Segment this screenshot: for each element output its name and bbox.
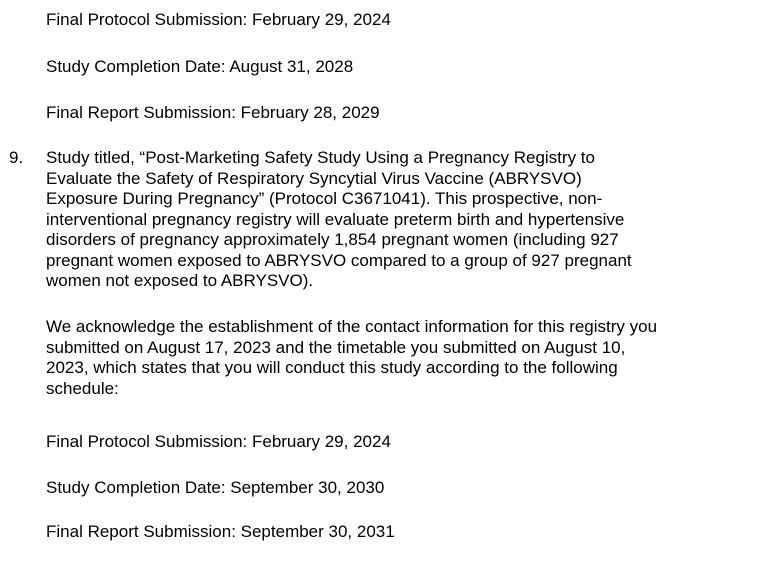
schedule-b-report: Final Report Submission: September 30, 2031 (46, 522, 395, 541)
schedule-a-completion: Study Completion Date: August 31, 2028 (46, 57, 354, 76)
item-number: 9. (9, 148, 24, 167)
item9-line: Exposure During Pregnancy” (Protocol C3671041). This prospective, non- (46, 189, 603, 208)
ack-line: We acknowledge the establishment of the contact information for this registry you (46, 317, 658, 336)
ack-line: submitted on August 17, 2023 and the timetable you submitted on August 10, (46, 337, 626, 357)
ack-line: 2023, which states that you will conduct this study according to the following (46, 358, 618, 377)
item9-line: Evaluate the Safety of Respiratory Syncytial Virus Vaccine (ABRYSVO) (46, 168, 582, 188)
schedule-a-protocol: Final Protocol Submission: February 29, 2024 (46, 10, 391, 29)
ack-line: schedule: (46, 378, 119, 398)
item9-line: pregnant women exposed to ABRYSVO compared to a group of 927 pregnant (46, 250, 632, 270)
schedule-a-report: Final Report Submission: February 28, 2029 (46, 103, 380, 122)
item9-line: women not exposed to ABRYSVO). (46, 271, 314, 290)
item9-line: Study titled, “Post-Marketing Safety Study Using a Pregnancy Registry to (46, 148, 595, 167)
item9-line: interventional pregnancy registry will evaluate preterm birth and hypertensive (46, 209, 625, 229)
schedule-b-completion: Study Completion Date: September 30, 2030 (46, 478, 385, 497)
item9-line: disorders of pregnancy approximately 1,854 pregnant women (including 927 (46, 230, 619, 249)
schedule-b-protocol: Final Protocol Submission: February 29, 2024 (46, 432, 391, 451)
